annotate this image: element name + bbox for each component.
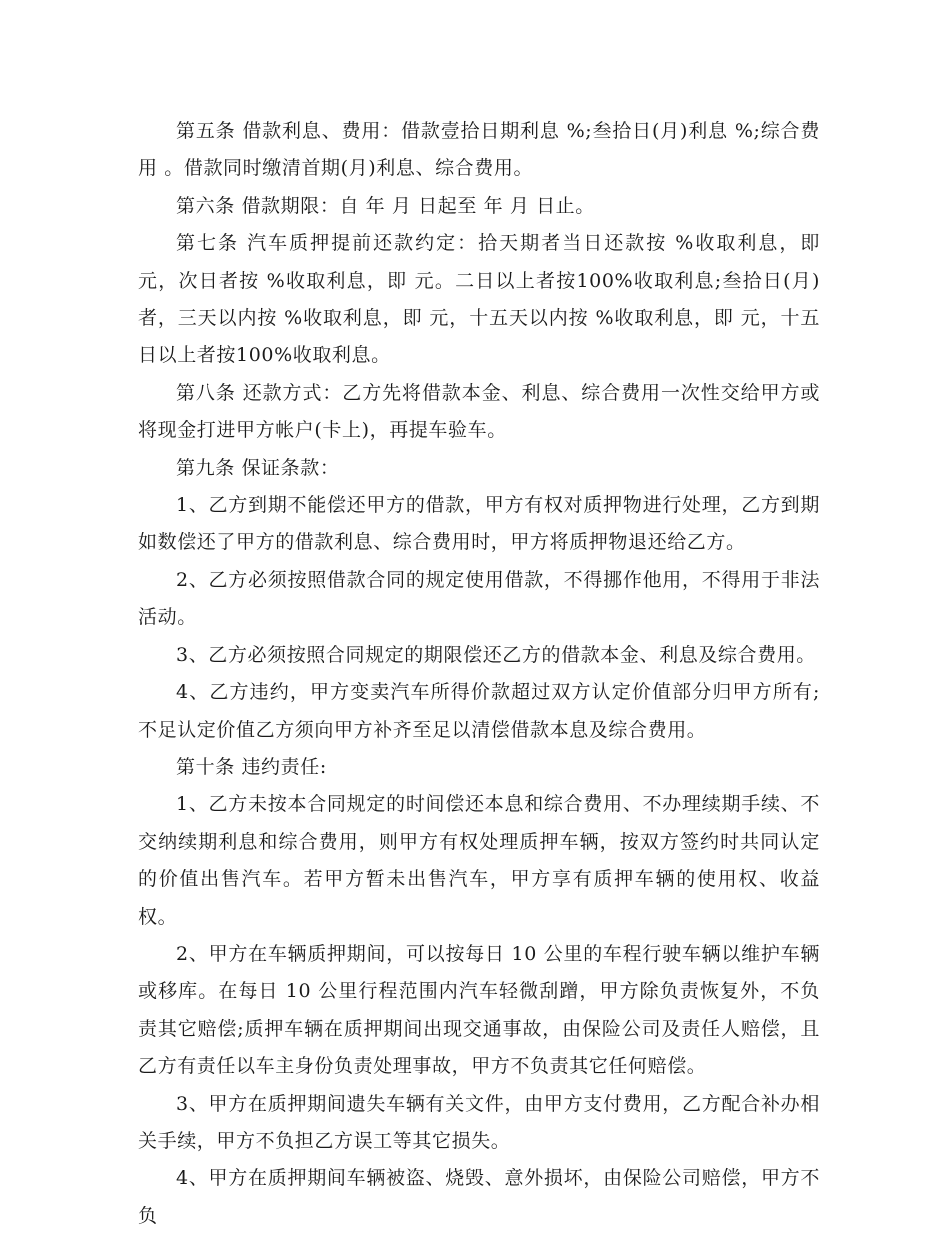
clause-10-item-4: 4、甲方在质押期间车辆被盗、烧毁、意外损坏，由保险公司赔偿，甲方不负 bbox=[138, 1167, 820, 1227]
clause-10-item-2: 2、甲方在车辆质押期间，可以按每日 10 公里的车程行驶车辆以维护车辆或移库。在每日 10 公里行程范围内汽车轻微刮蹭，甲方除负责恢复外，不负责其它赔偿;质押车辆在质押期间出现交通事故，由保险公司及责任人赔偿，且乙方有责任以车主身份负责处理事故，甲方不负责其它任何赔偿。 bbox=[138, 942, 820, 1078]
clause-6-loan-term: 第六条 借款期限：自 年 月 日起至 年 月 日止。 bbox=[176, 194, 595, 217]
clause-10-item-3: 3、甲方在质押期间遗失车辆有关文件，由甲方支付费用，乙方配合补办相关手续，甲方不负担乙方误工等其它损失。 bbox=[138, 1092, 820, 1152]
clause-9-heading: 第九条 保证条款： bbox=[176, 456, 340, 479]
clause-9-item-4: 4、乙方违约，甲方变卖汽车所得价款超过双方认定价值部分归甲方所有;不足认定价值乙方须向甲方补齐至足以清偿借款本息及综合费用。 bbox=[138, 681, 820, 741]
clause-10-item-1: 1、乙方未按本合同规定的时间偿还本息和综合费用、不办理续期手续、不交纳续期利息和综合费用，则甲方有权处理质押车辆，按双方签约时共同认定的价值出售汽车。若甲方暂未出售汽车，甲方享有质押车辆的使用权、收益权。 bbox=[138, 793, 820, 928]
clause-9-item-1: 1、乙方到期不能偿还甲方的借款，甲方有权对质押物进行处理，乙方到期如数偿还了甲方的借款利息、综合费用时，甲方将质押物退还给乙方。 bbox=[138, 494, 820, 554]
clause-9-item-2: 2、乙方必须按照借款合同的规定使用借款，不得挪作他用，不得用于非法活动。 bbox=[138, 568, 820, 629]
clause-7-early-repayment: 第七条 汽车质押提前还款约定：拾天期者当日还款按 %收取利息，即 元，次日者按 %收取利息，即 元。二日以上者按100%收取利息;叁拾日(月)者，三天以内按 %收取利息，即 元，十五天以内按 %收取利息，即 元，十五日以上者按100%收取利息。 bbox=[138, 232, 820, 367]
clause-9-item-3: 3、乙方必须按照合同规定的期限偿还乙方的借款本金、利息及综合费用。 bbox=[176, 643, 816, 666]
clause-5-interest-fees: 第五条 借款利息、费用：借款壹拾日期利息 %;叁拾日(月)利息 %;综合费用 。借款同时缴清首期(月)利息、综合费用。 bbox=[138, 120, 820, 180]
clause-10-heading: 第十条 违约责任: bbox=[176, 755, 327, 778]
clause-8-repayment-method: 第八条 还款方式：乙方先将借款本金、利息、综合费用一次性交给甲方或将现金打进甲方帐户(卡上)，再提车验车。 bbox=[138, 381, 820, 442]
document-body bbox=[138, 113, 820, 1235]
